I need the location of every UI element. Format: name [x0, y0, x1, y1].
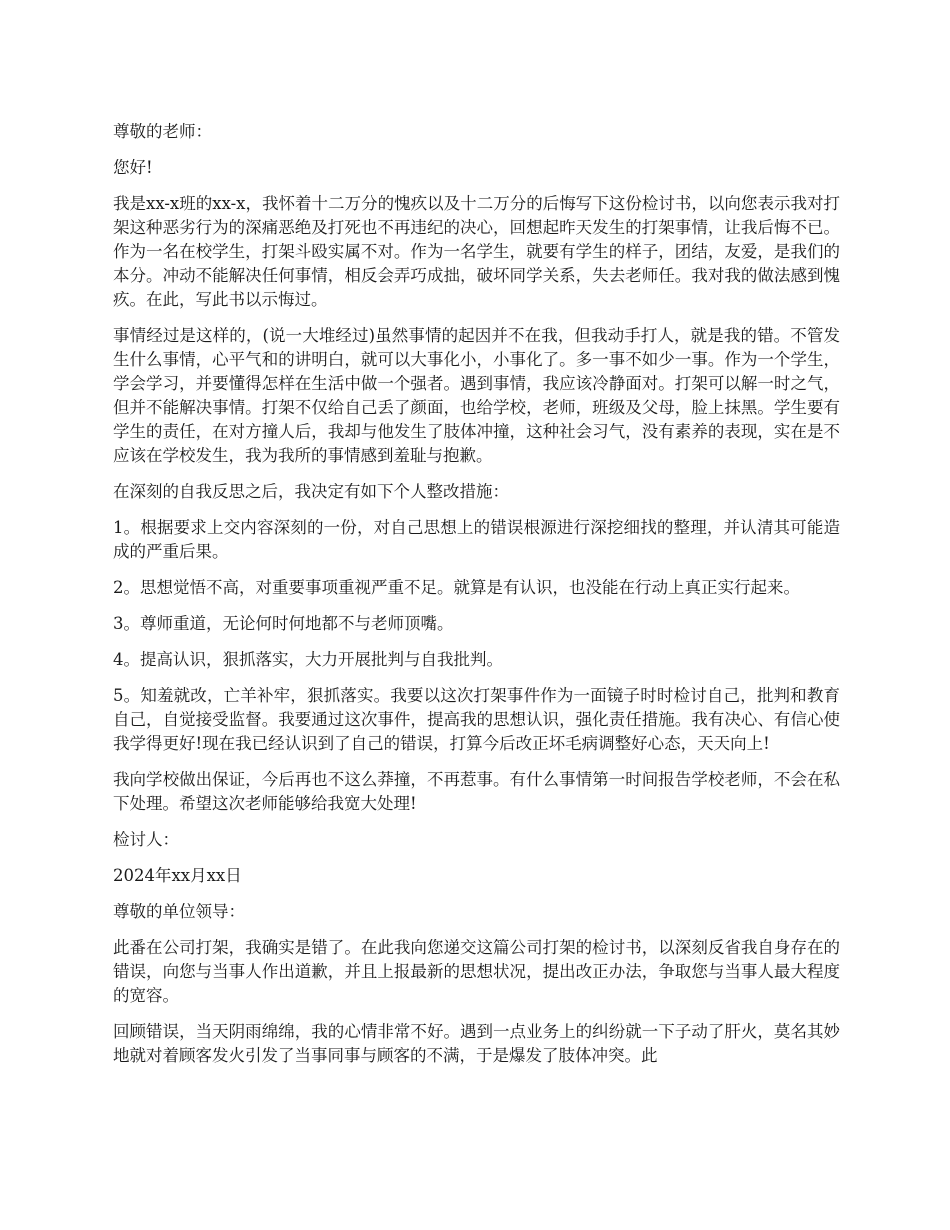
measure-item-5: 5。知羞就改，亡羊补牢，狠抓落实。我要以这次打架事件作为一面镜子时时检讨自己，批判和教育自己，自觉接受监督。我要通过这次事件，提高我的思想认识，强化责任措施。我有决心、有信心使我学得更好!现在我已经认识到了自己的错误，打算今后改正坏毛病调整好心态，天天向上!: [113, 686, 840, 753]
paragraph-guarantee: 我向学校做出保证，今后再也不这么莽撞，不再惹事。有什么事情第一时间报告学校老师，不会在私下处理。希望这次老师能够给我宽大处理!: [113, 770, 840, 813]
measure-item-1: 1。根据要求上交内容深刻的一份，对自己思想上的错误根源进行深挖细找的整理，并认清其可能造成的严重后果。: [113, 518, 840, 561]
paragraph-intro: 我是xx-x班的xx-x，我怀着十二万分的愧疚以及十二万分的后悔写下这份检讨书，以向您表示我对打架这种恶劣行为的深痛恶绝及打死也不再违纪的决心，回想起昨天发生的打架事情，让我后悔不已。作为一名在校学生，打架斗殴实属不对。作为一名学生，就要有学生的样子，团结，友爱，是我们的本分。冲动不能解决任何事情，相反会弄巧成拙，破坏同学关系，失去老师任。我对我的做法感到愧疚。在此，写此书以示悔过。: [113, 194, 840, 309]
signer-label: 检讨人：: [113, 830, 179, 849]
greeting: 您好!: [113, 158, 153, 177]
paragraph-review: 回顾错误，当天阴雨绵绵，我的心情非常不好。遇到一点业务上的纠纷就一下子动了肝火，莫名其妙地就对着顾客发火引发了当事同事与顾客的不满，于是爆发了肢体冲突。此: [113, 1022, 840, 1065]
measure-item-3: 3。尊师重道，无论何时何地都不与老师顶嘴。: [113, 614, 454, 633]
measure-item-4: 4。提高认识，狠抓落实，大力开展批判与自我批判。: [113, 650, 503, 669]
date-line: 2024年xx月xx日: [113, 866, 242, 885]
measure-item-2: 2。思想觉悟不高，对重要事项重视严重不足。就算是有认识，也没能在行动上真正实行起来。: [113, 578, 800, 597]
salutation-leader: 尊敬的单位领导：: [113, 902, 245, 921]
paragraph-measures-intro: 在深刻的自我反思之后，我决定有如下个人整改措施：: [113, 482, 509, 501]
salutation-teacher: 尊敬的老师：: [113, 122, 212, 141]
paragraph-incident: 事情经过是这样的，(说一大堆经过)虽然事情的起因并不在我，但我动手打人，就是我的错。不管发生什么事情，心平气和的讲明白，就可以大事化小，小事化了。多一事不如少一事。作为一个学生，学会学习，并要懂得怎样在生活中做一个强者。遇到事情，我应该冷静面对。打架可以解一时之气，但并不能解决事情。打架不仅给自己丢了颜面，也给学校，老师，班级及父母，脸上抹黑。学生要有学生的责任，在对方撞人后，我却与他发生了肢体冲撞，这种社会习气，没有素养的表现，实在是不应该在学校发生，我为我所的事情感到羞耻与抱歉。: [113, 326, 840, 465]
document-page: [113, 120, 840, 1080]
paragraph-apology: 此番在公司打架，我确实是错了。在此我向您递交这篇公司打架的检讨书，以深刻反省我自身存在的错误，向您与当事人作出道歉，并且上报最新的思想状况，提出改正办法，争取您与当事人最大程度的宽容。: [113, 938, 840, 1005]
